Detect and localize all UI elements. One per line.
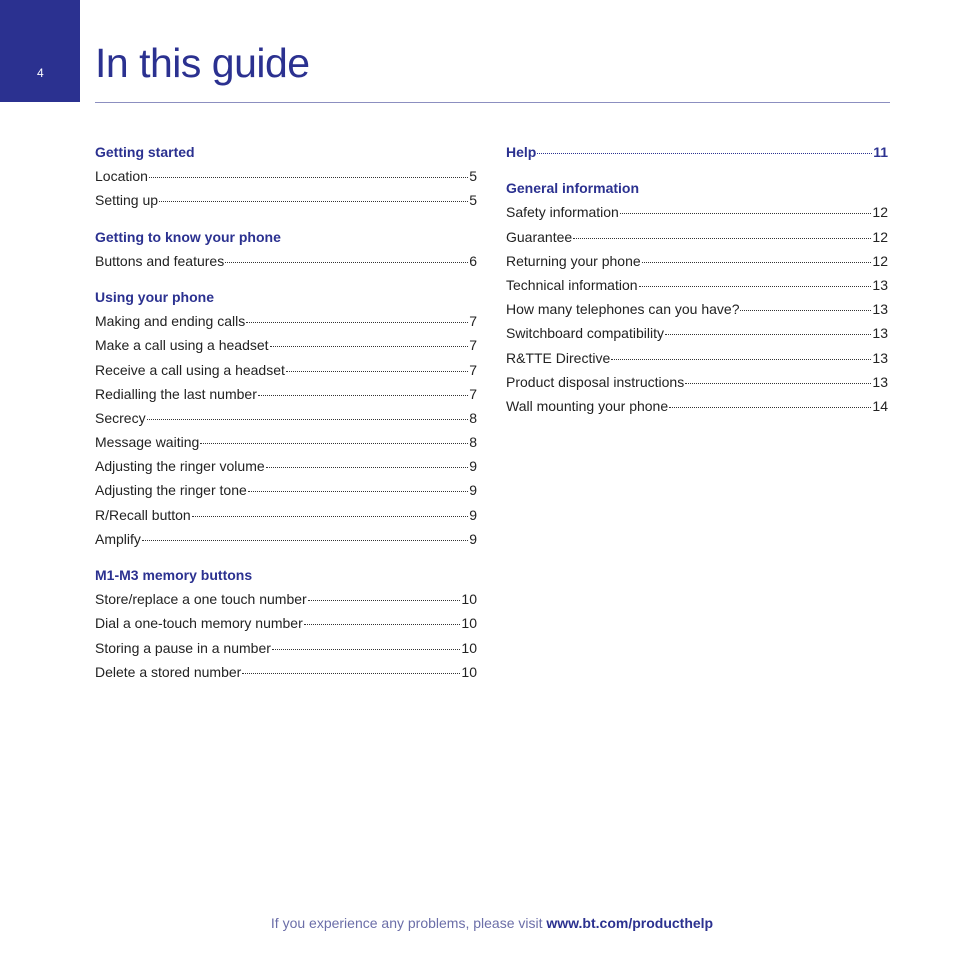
toc-entry-label: R&TTE Directive <box>506 349 611 366</box>
toc-entry-page: 13 <box>872 373 888 390</box>
title-divider <box>95 102 890 103</box>
toc-entry-safety-information[interactable] <box>506 200 888 224</box>
toc-entry-amplify[interactable] <box>95 527 477 551</box>
toc-entry-page: 10 <box>461 663 477 680</box>
footer <box>0 915 954 931</box>
toc-entry-label: Redialling the last number <box>95 385 257 402</box>
toc-entry-page: 9 <box>469 530 477 547</box>
toc-entry-page: 9 <box>469 506 477 523</box>
dot-leader <box>665 334 871 335</box>
toc-entry-label: Making and ending calls <box>95 313 246 330</box>
dot-leader <box>200 443 468 444</box>
dot-leader <box>142 540 468 541</box>
toc-entry-page: 13 <box>872 301 888 318</box>
toc-entry-page: 11 <box>873 144 888 160</box>
toc-entry-make-a-call-using-a-headset[interactable] <box>95 333 477 357</box>
toc-entry-label: Safety information <box>506 204 619 221</box>
toc-entry-delete-a-stored-number[interactable] <box>95 660 477 684</box>
toc-entry-dial-a-one-touch-memory-number[interactable] <box>95 611 477 635</box>
toc-entry-label: Delete a stored number <box>95 663 242 680</box>
section-gap <box>506 164 888 176</box>
toc-entry-guarantee[interactable] <box>506 225 888 249</box>
footer-link[interactable]: www.bt.com/producthelp <box>546 915 714 931</box>
dot-leader <box>573 238 871 239</box>
toc-entry-label: Adjusting the ringer tone <box>95 482 247 499</box>
section-gap <box>95 213 477 225</box>
toc-entry-page: 7 <box>469 361 477 378</box>
toc-entry-label: Buttons and features <box>95 252 225 269</box>
toc-entry-page: 10 <box>461 639 477 656</box>
toc-entry-page: 10 <box>461 591 477 608</box>
section-heading-m1-m3-memory-buttons: M1-M3 memory buttons <box>95 567 253 583</box>
page-number: 4 <box>37 66 44 80</box>
toc-entry-page: 12 <box>872 252 888 269</box>
dot-leader <box>270 346 469 347</box>
toc-entry-adjusting-the-ringer-volume[interactable] <box>95 454 477 478</box>
toc-entry-page: 7 <box>469 313 477 330</box>
dot-leader <box>242 673 460 674</box>
toc-entry-page: 14 <box>872 397 888 414</box>
toc-entry-making-and-ending-calls[interactable] <box>95 309 477 333</box>
toc-entry-page: 9 <box>469 482 477 499</box>
toc-entry-label: Wall mounting your phone <box>506 397 669 414</box>
toc-entry-how-many-telephones-can-you-have[interactable] <box>506 297 888 321</box>
dot-leader <box>246 322 468 323</box>
dot-leader <box>669 407 871 408</box>
toc-entry-page: 8 <box>469 409 477 426</box>
toc-entry-technical-information[interactable] <box>506 273 888 297</box>
section-heading-getting-started: Getting started <box>95 144 195 160</box>
toc-entry-label: Location <box>95 168 148 185</box>
dot-leader <box>286 371 468 372</box>
toc-entry-label: How many telephones can you have? <box>506 301 740 318</box>
dot-leader <box>159 201 468 202</box>
page-number-tab <box>0 0 80 102</box>
dot-leader <box>740 310 871 311</box>
toc-entry-label: Adjusting the ringer volume <box>95 458 265 475</box>
toc-entry-adjusting-the-ringer-tone[interactable] <box>95 478 477 502</box>
toc-entry-label: Storing a pause in a number <box>95 639 271 656</box>
toc-entry-storing-a-pause-in-a-number[interactable] <box>95 636 477 660</box>
toc-entry-label: Technical information <box>506 276 638 293</box>
toc-entry-r-recall-button[interactable] <box>95 503 477 527</box>
toc-entry-label: Product disposal instructions <box>506 373 685 390</box>
toc-entry-receive-a-call-using-a-headset[interactable] <box>95 358 477 382</box>
toc-entry-label: Store/replace a one touch number <box>95 591 307 608</box>
toc-entry-wall-mounting-your-phone[interactable] <box>506 394 888 418</box>
toc-entry-label: Make a call using a headset <box>95 337 269 354</box>
toc-entry-location[interactable] <box>95 164 477 188</box>
toc-entry-label: Receive a call using a headset <box>95 361 285 378</box>
toc-entry-label: Secrecy <box>95 409 146 426</box>
toc-entry-page: 13 <box>872 276 888 293</box>
dot-leader <box>642 262 872 263</box>
toc-entry-label: Dial a one-touch memory number <box>95 615 303 632</box>
section-gap <box>95 551 477 563</box>
toc-entry-page: 13 <box>872 349 888 366</box>
toc-right-column <box>506 140 888 418</box>
toc-entry-r-tte-directive[interactable] <box>506 346 888 370</box>
dot-leader <box>147 419 469 420</box>
toc-entry-page: 5 <box>469 192 477 209</box>
toc-entry-message-waiting[interactable] <box>95 430 477 454</box>
dot-leader <box>620 213 872 214</box>
dot-leader <box>149 177 468 178</box>
section-heading-using-your-phone: Using your phone <box>95 288 214 305</box>
toc-entry-label: Amplify <box>95 530 141 547</box>
dot-leader <box>266 467 469 468</box>
toc-entry-label: Guarantee <box>506 228 573 245</box>
toc-entry-label: Message waiting <box>95 434 200 451</box>
toc-entry-page: 13 <box>872 325 888 342</box>
toc-entry-page: 12 <box>872 228 888 245</box>
section-gap <box>95 273 477 285</box>
section-heading-general-information: General information <box>506 180 640 197</box>
toc-entry-secrecy[interactable] <box>95 406 477 430</box>
dot-leader <box>225 262 468 263</box>
footer-text: If you experience any problems, please visit <box>270 915 547 931</box>
dot-leader <box>272 649 461 650</box>
toc-entry-page: 9 <box>469 458 477 475</box>
toc-entry-store-replace-a-one-touch-number[interactable] <box>95 587 477 611</box>
toc-entry-label: Setting up <box>95 192 159 209</box>
dot-leader <box>685 383 871 384</box>
dot-leader <box>308 600 461 601</box>
dot-leader <box>537 153 872 154</box>
dot-leader <box>258 395 468 396</box>
toc-entry-page: 8 <box>469 434 477 451</box>
toc-entry-page: 10 <box>461 615 477 632</box>
page-title: In this guide <box>95 40 310 86</box>
toc-entry-page: 12 <box>872 204 888 221</box>
toc-entry-help[interactable] <box>506 140 888 164</box>
toc-entry-switchboard-compatibility[interactable] <box>506 321 888 345</box>
toc-left-column <box>95 140 477 684</box>
toc-entry-returning-your-phone[interactable] <box>506 249 888 273</box>
toc-entry-label: Help <box>506 144 537 160</box>
dot-leader <box>639 286 872 287</box>
toc-entry-label: Switchboard compatibility <box>506 325 664 342</box>
dot-leader <box>192 516 468 517</box>
toc-entry-label: R/Recall button <box>95 506 191 523</box>
toc-entry-page: 5 <box>469 168 477 185</box>
toc-entry-buttons-and-features[interactable] <box>95 249 477 273</box>
toc-entry-product-disposal-instructions[interactable] <box>506 370 888 394</box>
dot-leader <box>248 491 468 492</box>
dot-leader <box>611 359 871 360</box>
toc-entry-setting-up[interactable] <box>95 188 477 212</box>
section-heading-getting-to-know-your-phone: Getting to know your phone <box>95 228 281 245</box>
toc-entry-page: 7 <box>469 385 477 402</box>
toc-entry-page: 6 <box>469 252 477 269</box>
dot-leader <box>304 624 461 625</box>
toc-entry-label: Returning your phone <box>506 252 641 269</box>
toc-entry-page: 7 <box>469 337 477 354</box>
toc-entry-redialling-the-last-number[interactable] <box>95 382 477 406</box>
